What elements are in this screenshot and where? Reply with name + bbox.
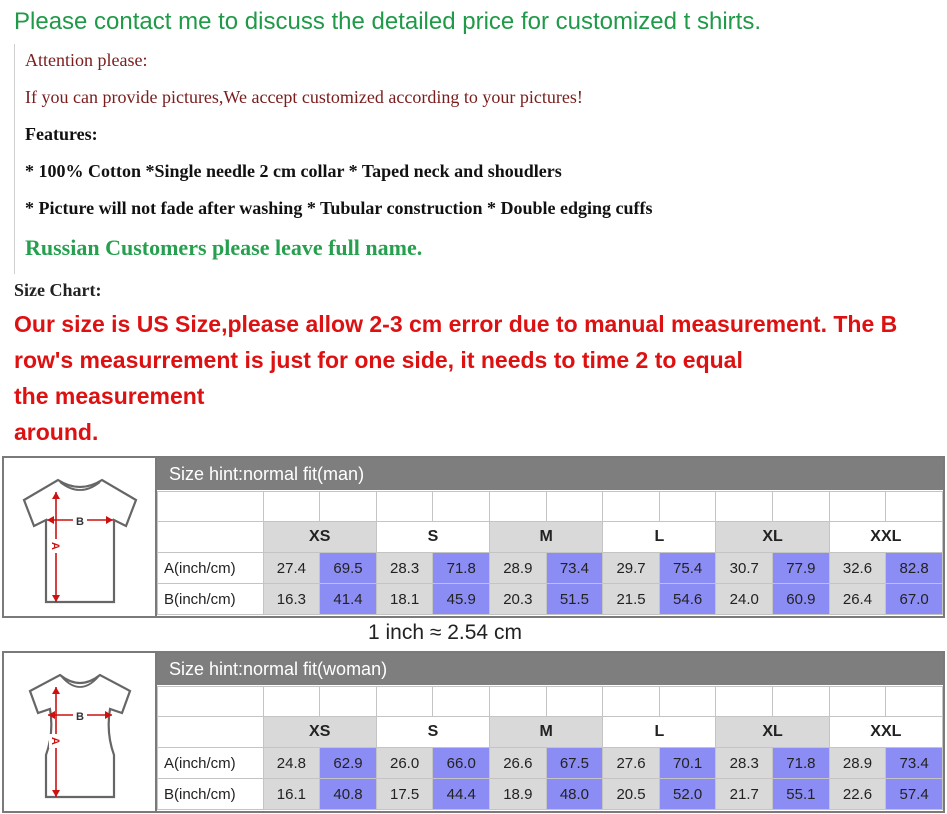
table-cell: 26.4: [829, 584, 886, 615]
pictures-text: If you can provide pictures,We accept customized according to your pictures!: [25, 87, 583, 107]
size-header-xxl: XXL: [829, 717, 942, 748]
table-cell: 24.0: [716, 584, 773, 615]
table-cell: 21.7: [716, 779, 773, 810]
table-cell: 26.6: [490, 748, 547, 779]
size-header-xxl: XXL: [829, 522, 942, 553]
size-header-xl: XL: [716, 522, 829, 553]
man-size-hint: Size hint:normal fit(man): [157, 458, 943, 490]
woman-size-panel: [2, 651, 945, 813]
table-cell: 29.7: [603, 553, 660, 584]
table-cell: 41.4: [320, 584, 377, 615]
table-cell: 52.0: [659, 779, 716, 810]
table-cell: 28.3: [376, 553, 433, 584]
table-row: [158, 779, 943, 810]
table-cell: 67.0: [886, 584, 943, 615]
table-row: [158, 748, 943, 779]
size-header-xs: XS: [263, 522, 376, 553]
man-shirt-diagram: [4, 458, 157, 616]
table-cell: 66.0: [433, 748, 490, 779]
table-cell: 18.9: [490, 779, 547, 810]
size-header-xl: XL: [716, 717, 829, 748]
table-cell: 28.9: [829, 748, 886, 779]
features-line-1: * 100% Cotton *Single needle 2 cm collar * Taped neck and shoudlers: [25, 161, 562, 181]
notice-line-4: around.: [14, 419, 99, 445]
table-cell: 70.1: [659, 748, 716, 779]
woman-size-table: [157, 686, 943, 810]
table-cell: 20.3: [490, 584, 547, 615]
table-cell: 60.9: [773, 584, 830, 615]
table-cell: 16.1: [263, 779, 320, 810]
table-cell: 24.8: [263, 748, 320, 779]
diagram-label-b: B: [76, 516, 84, 528]
features-label: Features:: [25, 124, 98, 144]
headline: Please contact me to discuss the detailed price for customized t shirts.: [14, 8, 762, 35]
table-cell: 45.9: [433, 584, 490, 615]
man-size-panel: [2, 456, 945, 618]
table-cell: 51.5: [546, 584, 603, 615]
table-cell: 18.1: [376, 584, 433, 615]
table-cell: 69.5: [320, 553, 377, 584]
size-header-s: S: [376, 717, 489, 748]
size-header-l: L: [603, 717, 716, 748]
notice-line-2: row's measurrement is just for one side, it needs to time 2 to equal: [14, 347, 743, 373]
table-cell: 26.0: [376, 748, 433, 779]
row-label-b: B(inch/cm): [158, 584, 264, 615]
size-header-s: S: [376, 522, 489, 553]
info-box: [14, 44, 933, 274]
attention-text: Attention please:: [25, 50, 148, 70]
table-cell: 28.9: [490, 553, 547, 584]
row-label-a: A(inch/cm): [158, 748, 264, 779]
table-cell: 73.4: [546, 553, 603, 584]
notice-line-3: the measurement: [14, 383, 205, 409]
table-cell: 71.8: [433, 553, 490, 584]
size-header-m: M: [490, 522, 603, 553]
table-cell: 62.9: [320, 748, 377, 779]
tshirt-icon: [10, 663, 150, 803]
notice-line-1: Our size is US Size,please allow 2-3 cm error due to manual measurement. The B: [14, 311, 898, 337]
diagram-label-a: A: [49, 542, 61, 550]
man-size-table: [157, 491, 943, 615]
table-cell: 48.0: [546, 779, 603, 810]
diagram-label-a: A: [49, 737, 61, 745]
table-cell: 27.6: [603, 748, 660, 779]
table-row: [158, 584, 943, 615]
size-header-m: M: [490, 717, 603, 748]
table-row: [158, 553, 943, 584]
table-cell: 32.6: [829, 553, 886, 584]
table-cell: 17.5: [376, 779, 433, 810]
woman-shirt-diagram: [4, 653, 157, 811]
diagram-label-b: B: [76, 711, 84, 723]
features-line-2: * Picture will not fade after washing * Tubular construction * Double edging cuffs: [25, 198, 653, 218]
table-cell: 21.5: [603, 584, 660, 615]
table-cell: 20.5: [603, 779, 660, 810]
table-cell: 57.4: [886, 779, 943, 810]
table-cell: 16.3: [263, 584, 320, 615]
russian-note: Russian Customers please leave full name.: [25, 235, 423, 260]
woman-size-hint: Size hint:normal fit(woman): [157, 653, 943, 685]
size-header-l: L: [603, 522, 716, 553]
table-cell: 73.4: [886, 748, 943, 779]
tshirt-icon: [10, 468, 150, 608]
table-cell: 27.4: [263, 553, 320, 584]
table-cell: 28.3: [716, 748, 773, 779]
table-cell: 22.6: [829, 779, 886, 810]
table-cell: 40.8: [320, 779, 377, 810]
table-cell: 71.8: [773, 748, 830, 779]
size-chart-label: Size Chart:: [14, 280, 102, 300]
table-cell: 55.1: [773, 779, 830, 810]
table-cell: 67.5: [546, 748, 603, 779]
table-cell: 54.6: [659, 584, 716, 615]
table-cell: 82.8: [886, 553, 943, 584]
row-label-a: A(inch/cm): [158, 553, 264, 584]
inch-cm-conversion: 1 inch ≈ 2.54 cm: [368, 621, 522, 644]
size-notice: [14, 306, 944, 450]
table-cell: 77.9: [773, 553, 830, 584]
size-header-xs: XS: [263, 717, 376, 748]
table-cell: 44.4: [433, 779, 490, 810]
table-cell: 30.7: [716, 553, 773, 584]
row-label-b: B(inch/cm): [158, 779, 264, 810]
table-cell: 75.4: [659, 553, 716, 584]
